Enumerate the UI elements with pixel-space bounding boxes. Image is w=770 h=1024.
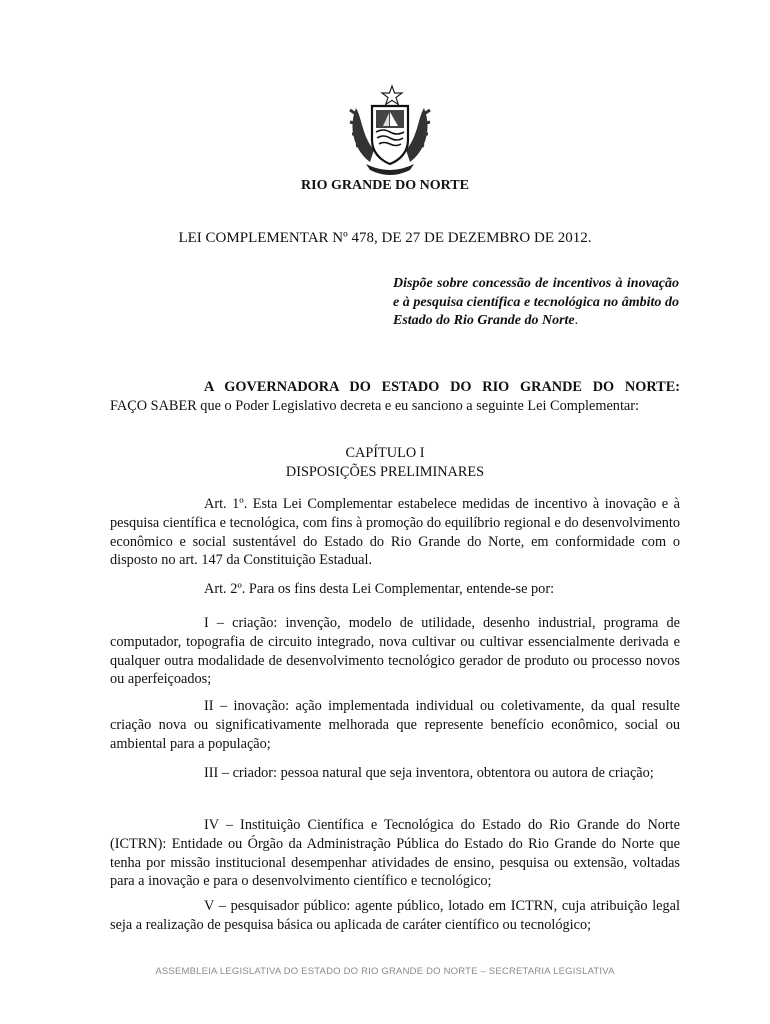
preamble-text: FAÇO SABER que o Poder Legislativo decreta e eu sanciono a seguinte Lei Complementar: — [110, 397, 639, 414]
governor-heading: A GOVERNADORA DO ESTADO DO RIO GRANDE DO NORTE: — [204, 379, 680, 395]
chapter-title: DISPOSIÇÕES PRELIMINARES — [285, 464, 485, 480]
article-2-item-1: I – criação: invenção, modelo de utilidade, desenho industrial, programa de computador, topografia de circuito integrado, nova cultivar ou cultivar essencialmente derivada e qualquer outra modalidade de desenvolvimento tecnológico gerador de produto ou processo novos ou aperfeiçoados; — [110, 615, 680, 688]
article-2-item-4: IV – Instituição Científica e Tecnológica do Estado do Rio Grande do Norte (ICTRN): Entidade ou Órgão da Administração Pública do Estado do Rio Grande do Norte que tenha por missão institucional desempenhar atividades de ensino, pesquisa ou extensão, voltadas para a inovação e para o desenvolvimento científico e tecnológico; — [110, 817, 680, 890]
chapter-heading — [0, 444, 770, 482]
state-name-heading: RIO GRANDE DO NORTE — [301, 178, 469, 193]
article-2-item-3: III – criador: pessoa natural que seja inventora, obtentora ou autora de criação; — [204, 765, 654, 781]
law-summary — [393, 275, 679, 331]
article-2: Art. 2º. Para os fins desta Lei Complementar, entende-se por: — [204, 581, 555, 597]
article-1: Art. 1º. Esta Lei Complementar estabelece medidas de incentivo à inovação e à pesquisa científica e tecnológica, com fins à promoção do equilíbrio regional e do desenvolvimento econômico e social sustentável do Estado do Rio Grande do Norte, em conformidade com o disposto no art. 147 da Constituição Estadual. — [110, 496, 680, 569]
law-summary-text: Dispõe sobre concessão de incentivos à inovação e à pesquisa científica e tecnológica no âmbito do Estado do Rio Grande do Norte — [393, 276, 679, 328]
law-title: LEI COMPLEMENTAR Nº 478, DE 27 DE DEZEMBRO DE 2012. — [178, 230, 592, 246]
page-footer: ASSEMBLEIA LEGISLATIVA DO ESTADO DO RIO GRANDE DO NORTE – SECRETARIA LEGISLATIVA — [155, 966, 615, 977]
state-coat-of-arms-icon — [340, 84, 440, 176]
law-summary-period: . — [574, 313, 579, 328]
preamble — [110, 378, 680, 416]
article-2-item-5: V – pesquisador público: agente público, lotado em ICTRN, cuja atribuição legal seja a realização de pesquisa básica ou aplicada de caráter científico ou tecnológico; — [110, 898, 680, 933]
article-2-item-2: II – inovação: ação implementada individual ou coletivamente, da qual resulte criação nova ou significativamente melhorada que represente benefício econômico, social ou ambiental para a população; — [110, 698, 680, 752]
chapter-number: CAPÍTULO I — [345, 445, 425, 461]
